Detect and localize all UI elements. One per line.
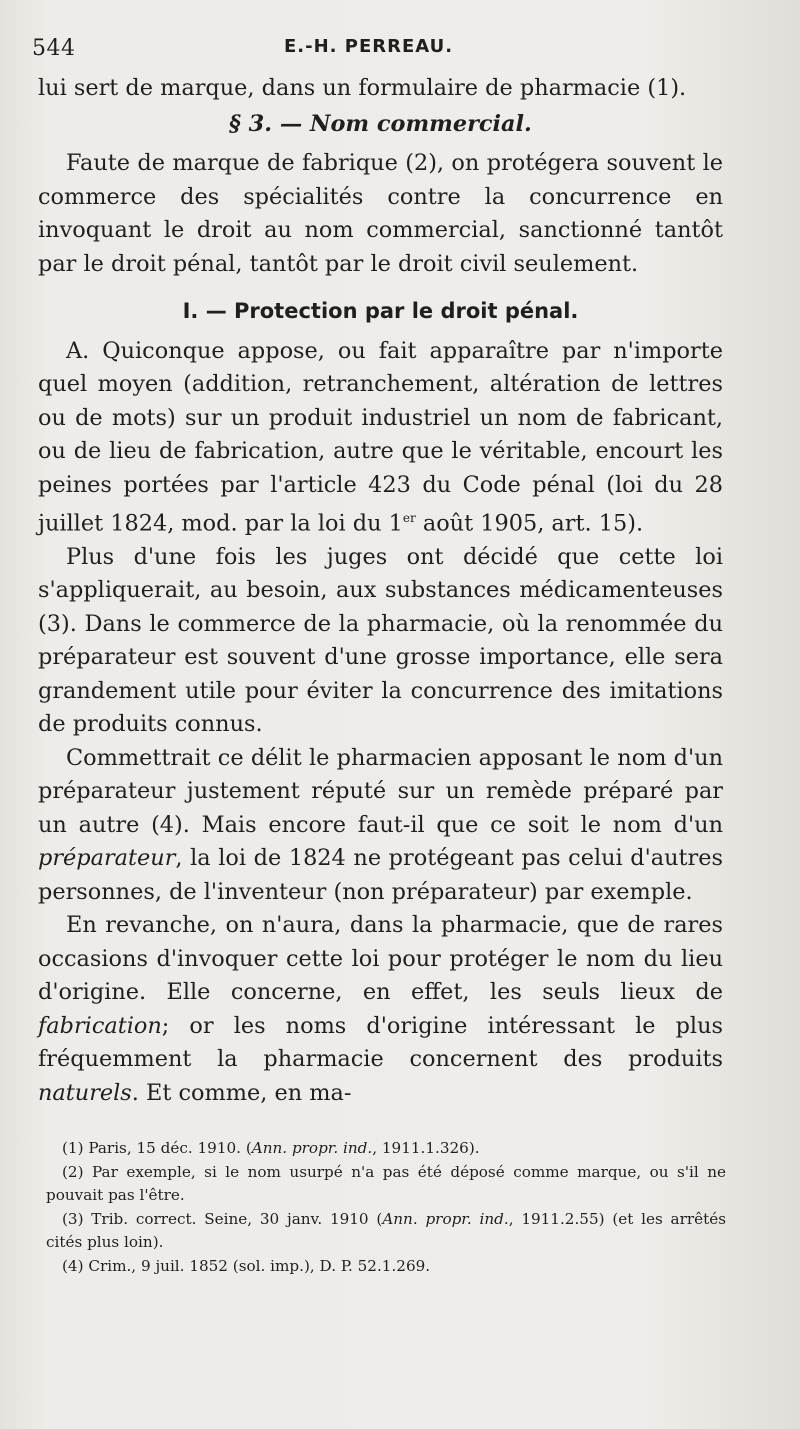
footnote-3 (46, 1208, 726, 1255)
subsection-title: I. — Protection par le droit pénal. (182, 299, 579, 323)
footnote-3-emphasis: Ann. propr. ind. (382, 1209, 509, 1228)
section-title (38, 108, 723, 142)
footnotes (46, 1137, 726, 1278)
section-title-text: — Nom commercial. (272, 110, 532, 137)
footnote-3-text-b: , 1911.2.55) (et les arrêtés cités plus loin). (46, 1209, 726, 1251)
paragraph-continuation: lui sert de marque, dans un formulaire de pharmacie (1). (38, 75, 687, 101)
footnote-3-text-a: (3) Trib. correct. Seine, 30 janv. 1910 ( (62, 1209, 383, 1228)
paragraph-3: Plus d'une fois les juges ont décidé que cette loi s'appliquerait, au besoin, aux substances médicamenteuses (3). Dans le commerce de la pharmacie, où la renommée du préparateur est souvent d'une grosse importance, elle sera grandement utile pour éviter la concurrence des imitations de produits connus. (38, 543, 723, 738)
body-text (38, 72, 723, 1110)
paragraph-5-emphasis-1: fabrication (38, 1012, 162, 1039)
paragraph-5-emphasis-2: naturels (38, 1079, 132, 1106)
paragraph-4-text-a: Commettrait ce délit le pharmacien apposant le nom d'un préparateur justement réputé sur un remède préparé par un autre (4). Mais encore faut-il que ce soit le nom d'un (38, 744, 723, 838)
footnote-1-emphasis: Ann. propr. ind. (251, 1139, 373, 1157)
page-header (32, 30, 740, 66)
running-head: E.-H. PERREAU. (284, 36, 454, 57)
footnote-2: (2) Par exemple, si le nom usurpé n'a pas été déposé comme marque, ou s'il ne pouvait pas l'être. (46, 1162, 726, 1204)
paragraph-2 (38, 335, 723, 541)
paragraph-2-text-b: août 1905, art. 15). (415, 510, 644, 537)
page-number: 544 (32, 36, 76, 61)
footnote-1-text-a: (1) Paris, 15 déc. 1910. ( (62, 1139, 252, 1157)
footnote-1 (46, 1137, 726, 1161)
footnote-4: (4) Crim., 9 juil. 1852 (sol. imp.), D. P. 52.1.269. (62, 1256, 431, 1275)
footnote-1-text-b: , 1911.1.326). (372, 1139, 480, 1157)
paragraph-4-text-b: , la loi de 1824 ne protégeant pas celui d'autres personnes, de l'inventeur (non préparateur) par exemple. (38, 845, 723, 905)
paragraph-5-text-b: ; or les noms d'origine intéressant le plus fréquemment la pharmacie concernent des produits (38, 1012, 723, 1073)
paragraph-5-text-c: . Et comme, en ma- (131, 1079, 352, 1106)
paragraph-5 (38, 909, 723, 1110)
paragraph-5-text-a: En revanche, on n'aura, dans la pharmacie, que de rares occasions d'invoquer cette loi pour protéger le nom du lieu d'origine. Elle concerne, en effet, les seuls lieux de (38, 912, 723, 1006)
paragraph-4-emphasis: préparateur (38, 845, 176, 872)
paragraph-1: Faute de marque de fabrique (2), on protégera souvent le commerce des spécialités contre la concurrence en invoquant le droit au nom commercial, sanctionné tantôt par le droit pénal, tantôt par le droit civil seulement. (38, 150, 723, 277)
paragraph-4 (38, 742, 723, 910)
paragraph-2-text-a: A. Quiconque appose, ou fait apparaître par n'importe quel moyen (addition, retranchement, altération de lettres ou de mots) sur un produit industriel un nom de fabricant, ou de lieu de fabrication, autre que le véritable, encourt les peines portées par l'article 423 du Code pénal (loi du 28 juillet 1824, mod. par la loi du 1 (38, 337, 723, 537)
section-number: § 3. (229, 110, 273, 137)
ordinal-superscript: er (402, 511, 416, 525)
